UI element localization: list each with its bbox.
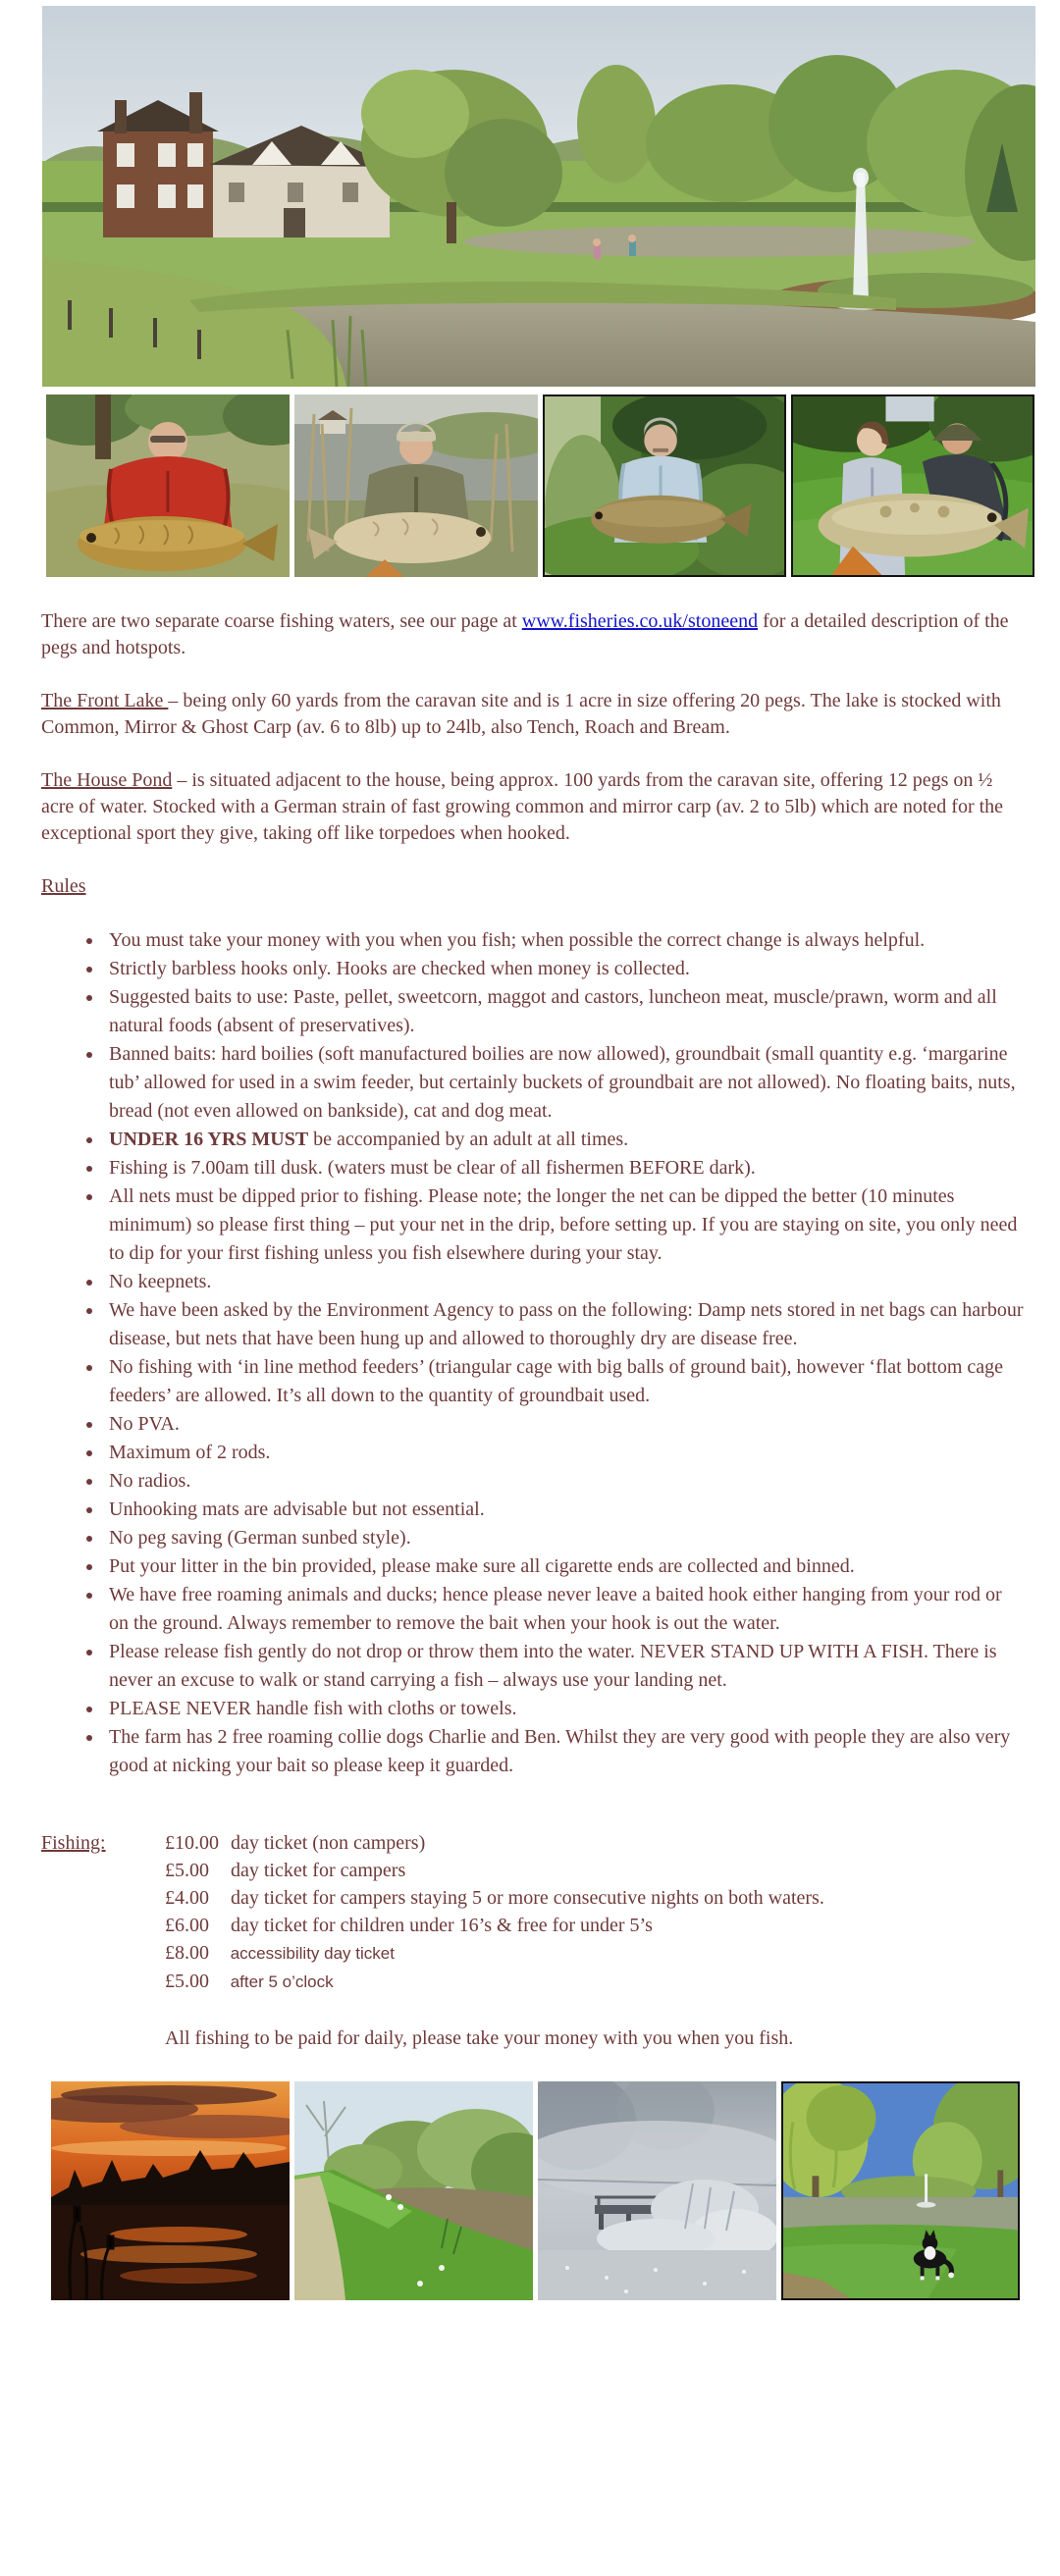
photo-angler-beanie — [294, 394, 538, 577]
front-lake-title: The Front Lake — [41, 690, 169, 711]
rules-heading: Rules — [41, 875, 86, 897]
price-line — [165, 1939, 824, 1968]
rule-item: • Maximum of 2 rods. — [104, 1439, 1025, 1467]
rule-item: • No peg saving (German sunbed style). — [104, 1524, 1025, 1552]
price-line — [165, 1829, 824, 1857]
rule-item: • No PVA. — [104, 1410, 1025, 1439]
hero-upper-pond — [464, 226, 975, 257]
intro-text-after-link: for a detailed description of the pegs and hotspots. — [41, 610, 1009, 658]
photo-sunset — [51, 2081, 290, 2300]
rule-item: • The farm has 2 free roaming collie dogs Charlie and Ben. Whilst they are very good with people they are also very good at nicking your bait so please keep it guarded. — [104, 1723, 1025, 1780]
photo-angler-red-jacket — [46, 394, 290, 577]
price-amount: £5.00 — [165, 1971, 209, 1992]
photo-winter-frost — [538, 2081, 776, 2300]
price-description: day ticket (non campers) — [226, 1832, 426, 1854]
rules-list — [41, 926, 1025, 1780]
rule-item: • Strictly barbless hooks only. Hooks are checked when money is collected. — [104, 955, 1025, 983]
rule-item: • Fishing is 7.00am till dusk. (waters must be clear of all fishermen BEFORE dark). — [104, 1154, 1025, 1183]
photo-two-anglers — [791, 394, 1034, 577]
house-pond-text: – is situated adjacent to the house, being approx. 100 yards from the caravan site, offering 12 pegs on ½ acre of water. Stocked with a German strain of fast growing common and mirror carp (av. 2 to 5lb) which are noted for the exceptional sport they give, taking off like torpedoes when hooked. — [41, 769, 1004, 844]
intro-paragraph — [41, 608, 1025, 661]
price-line — [165, 1912, 824, 1939]
rule-item: • UNDER 16 YRS MUST be accompanied by an adult at all times. — [104, 1126, 1025, 1154]
price-description: after 5 o’clock — [226, 1972, 334, 1991]
front-lake-paragraph — [41, 688, 1025, 741]
price-description: day ticket for campers — [226, 1860, 406, 1881]
photo-front-lake-hero — [42, 6, 1035, 387]
rule-item: • All nets must be dipped prior to fishing. Please note; the longer the net can be dipped the better (10 minutes minimum) so please first thing – put your net in the drip, before setting up. If you are staying on site, you only need to dip for your first fishing unless you fish elsewhere during your stay. — [104, 1183, 1025, 1268]
rule-item: • We have free roaming animals and ducks; hence please never leave a baited hook either hanging from your rod or on the ground. Always remember to remove the bait when your hook is out the water. — [104, 1581, 1025, 1638]
price-amount: £8.00 — [165, 1942, 209, 1964]
rule-item: • No fishing with ‘in line method feeders’ (triangular cage with big balls of ground bait), however ‘flat bottom cage feeders’ are allowed. It’s all down to the quantity of groundbait used. — [104, 1353, 1025, 1410]
fishing-section — [41, 1829, 1025, 1996]
rule-item: • Please release fish gently do not drop or throw them into the water. NEVER STAND UP WITH A FISH. There is never an excuse to walk or stand carrying a fish – always use your landing net. — [104, 1638, 1025, 1695]
rule-item: • Put your litter in the bin provided, please make sure all cigarette ends are collected and binned. — [104, 1552, 1025, 1581]
rule-item: • Unhooking mats are advisable but not essential. — [104, 1496, 1025, 1524]
price-line — [165, 1857, 824, 1884]
rule-item: • PLEASE NEVER handle fish with cloths or towels. — [104, 1695, 1025, 1723]
rule-item: • Suggested baits to use: Paste, pellet, sweetcorn, maggot and castors, luncheon meat, muscle/prawn, worm and all natural foods (absent of preservatives). — [104, 983, 1025, 1040]
price-description: accessibility day ticket — [226, 1944, 395, 1963]
payment-note: All fishing to be paid for daily, please take your money with you when you fish. — [165, 2027, 794, 2049]
front-lake-text: – being only 60 yards from the caravan site and is 1 acre in size offering 20 pegs. The lake is stocked with Common, Mirror & Ghost Carp (av. 6 to 8lb) up to 24lb, also Tench, Roach and Bream. — [41, 690, 1001, 738]
photo-spring-bank — [294, 2081, 533, 2300]
rule-item: • No keepnets. — [104, 1268, 1025, 1296]
house-pond-paragraph — [41, 767, 1025, 847]
price-line — [165, 1884, 824, 1912]
photo-angler-blue-shirt — [543, 394, 786, 577]
photo-lake-dog — [781, 2081, 1020, 2300]
price-line — [165, 1968, 824, 1996]
rule-item: • You must take your money with you when you fish; when possible the correct change is always helpful. — [104, 926, 1025, 955]
price-list — [165, 1829, 824, 1996]
price-amount: £6.00 — [165, 1915, 209, 1936]
rule-item: • We have been asked by the Environment Agency to pass on the following: Damp nets stored in net bags can harbour disease, but nets that have been hung up and allowed to thoroughly dry are disease free. — [104, 1296, 1025, 1353]
price-description: day ticket for campers staying 5 or more consecutive nights on both waters. — [226, 1887, 824, 1909]
rule-item: • Banned baits: hard boilies (soft manufactured boilies are now allowed), groundbait (small quantity e.g. ‘margarine tub’ allowed for used in a swim feeder, but certainly buckets of groundbait are not allowed). No floating baits, nuts, bread (not even allowed on bankside), cat and dog meat. — [104, 1040, 1025, 1126]
fisheries-link[interactable]: www.fisheries.co.uk/stoneend — [521, 610, 759, 632]
rule-item: • No radios. — [104, 1467, 1025, 1496]
house-pond-title: The House Pond — [41, 769, 173, 791]
seasons-photo-row — [51, 2081, 1060, 2300]
price-amount: £5.00 — [165, 1860, 209, 1881]
price-amount: £4.00 — [165, 1887, 209, 1909]
fishing-label: Fishing: — [41, 1832, 106, 1854]
price-description: day ticket for children under 16’s & free for under 5’s — [226, 1915, 653, 1936]
price-amount: £10.00 — [165, 1832, 219, 1854]
main-content — [41, 608, 1025, 2052]
intro-text-before-link: There are two separate coarse fishing waters, see our page at — [41, 610, 522, 632]
angler-photo-row — [46, 394, 1060, 577]
